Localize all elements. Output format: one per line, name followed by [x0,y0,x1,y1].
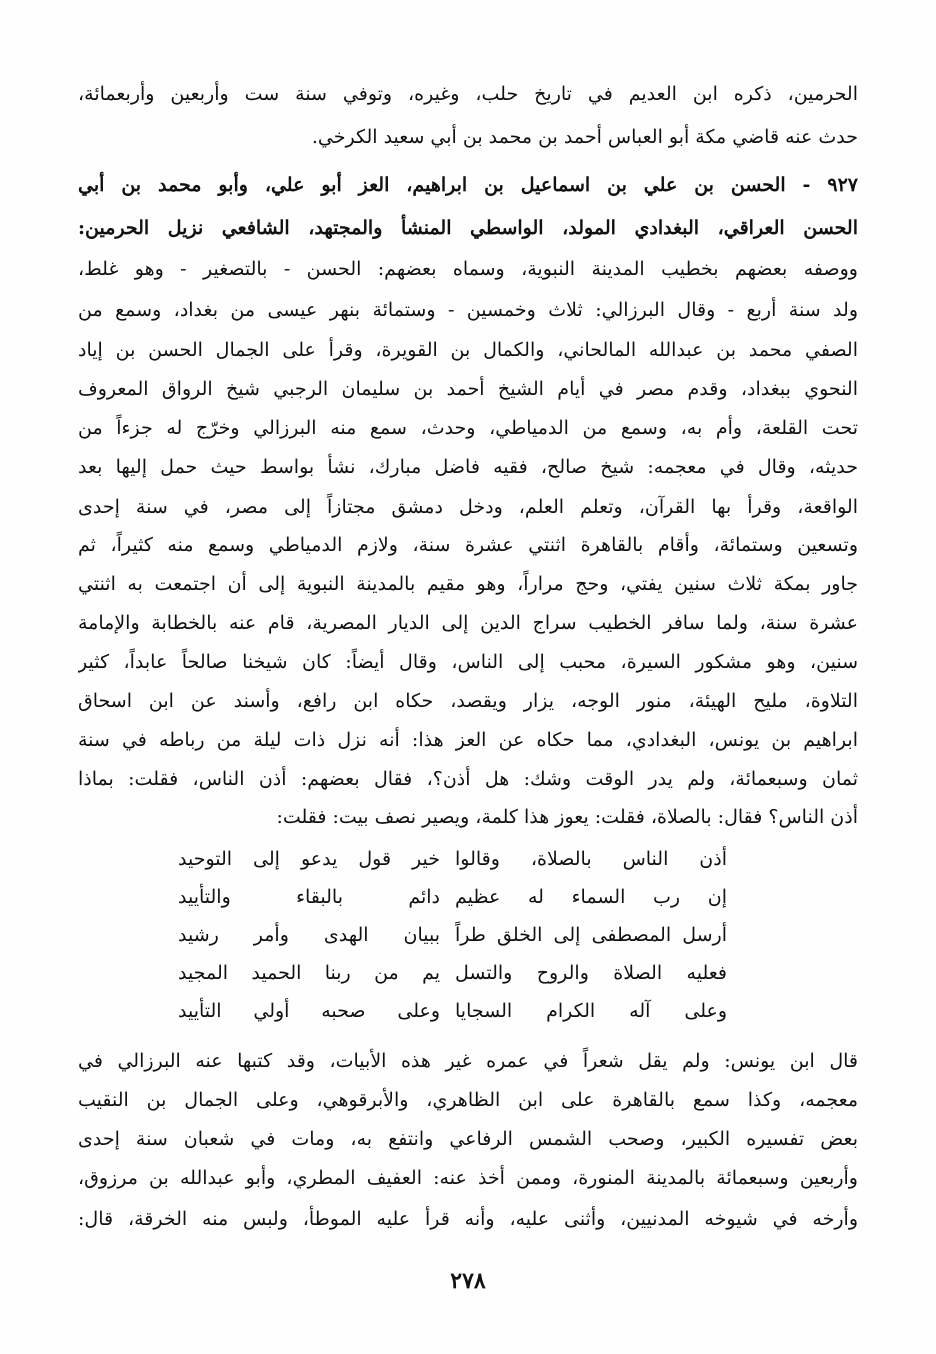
text-line: عشرة سنة، ولما سافر الخطيب سراج الدين إلى الديار المصرية، قام عنه بالخطابة والإمامة [78,612,858,634]
text-line: ووصفه بعضهم بخطيب المدينة النبوية، وسماه بعضهم: الحسن - بالتصغير - وهو غلط، [78,258,858,280]
verse-second-hemistich: دائم بالبقاء والتأييد [178,886,440,908]
entry-heading-line: ٩٢٧ - الحسن بن علي بن اسماعيل بن ابراهيم، العز أبو علي، وأبو محمد بن أبي [78,174,858,196]
text-line: الحرمين، ذكره ابن العديم في تاريخ حلب، وغيره، وتوفي سنة ست وأربعين وأربعمائة، [78,83,858,105]
verse-second-hemistich: وعلى صحبه أولي التأييد [178,1000,440,1022]
text-line: ولد سنة أربع - وقال البرزالي: ثلاث وخمسين - وستمائة بنهر عيسى من بغداد، وسمع من [78,299,858,321]
text-line: وأربعين وسبعمائة بالمدينة المنورة، وممن أخذ عنه: العفيف المطري، وأبو عبدالله بن مرزوق، [78,1167,858,1189]
text-line: حدث عنه قاضي مكة أبو العباس أحمد بن محمد بن أبي سعيد الكرخي. [311,126,858,148]
entry-heading-line: الحسن العراقي، البغدادي المولد، الواسطي المنشأ والمجتهد، الشافعي نزيل الحرمين: [78,217,858,239]
text-line: الصفي محمد بن عبدالله المالحاني، والكمال بن القويرة، وقرأ على الجمال الحسن بن إياد [78,339,858,361]
verse-second-hemistich: خير قول يدعو إلى التوحيد [178,848,440,870]
verse-first-hemistich: وعلى آله الكرام السجايا [455,1000,727,1022]
verse-first-hemistich: أرسل المصطفى إلى الخلق طراً [455,924,727,946]
page-number: ٢٧٨ [450,1268,486,1294]
text-line: سنين، وهو مشكور السيرة، محبب إلى الناس، وقال أيضاً: كان شيخنا صالحاً عابداً، كثير [78,651,858,673]
text-line: الواقعة، وقرأ بها القرآن، وتعلم العلم، ودخل دمشق مجتازاً إلى مصر، في سنة إحدى [78,496,858,518]
text-line: أذن الناس؟ فقال: بالصلاة، فقلت: يعوز هذا كلمة، ويصير نصف بيت: فقلت: [276,806,858,828]
text-line: ابراهيم بن يونس، البغدادي، مما حكاه عن العز هذا: أنه نزل ذات ليلة من رباطه في سنة [78,729,858,751]
text-line: حديثه، وقال في معجمه: شيخ صالح، فقيه فاضل مبارك، نشأ بواسط حيث حمل إليها بعد [78,456,858,478]
text-line: النحوي ببغداد، وقدم مصر في أيام الشيخ أحمد بن سليمان الرجبي شيخ الرواق المعروف [78,378,858,400]
text-line: وأرخه في شيوخه المدنيين، وأثنى عليه، وأنه قرأ عليه الموطأ، ولبس منه الخرقة، قال: [78,1208,858,1230]
text-line: جاور بمكة ثلاث سنين يفتي، وحج مراراً، وهو مقيم بالمدينة النبوية إلى أن اجتمعت به اثنتي [78,573,858,595]
verse-second-hemistich: ببيان الهدى وأمر رشيد [178,924,440,946]
verse-first-hemistich: أذن الناس بالصلاة، وقالوا [455,848,727,870]
text-line: قال ابن يونس: ولم يقل شعراً في عمره غير هذه الأبيات، وقد كتبها عنه البرزالي في [78,1050,858,1072]
verse-first-hemistich: فعليه الصلاة والروح والتسل [455,962,727,984]
verse-first-hemistich: إن رب السماء له عظيم [455,886,727,908]
text-line: معجمه، وكذا سمع بالقاهرة على ابن الظاهري، والأبرقوهي، وعلى الجمال بن النقيب [78,1089,858,1111]
text-line: التلاوة، مليح الهيئة، منور الوجه، يزار ويقصد، حكاه ابن رافع، وأسند عن ابن اسحاق [78,690,858,712]
verse-second-hemistich: يم من ربنا الحميد المجيد [178,962,440,984]
text-line: ثمان وسبعمائة، ولم يدر الوقت وشك: هل أذن؟، فقال بعضهم: أذن الناس، فقلت: بماذا [78,768,858,790]
text-line: تحت القلعة، وأم به، وسمع من الدمياطي، وحدث، سمع منه البرزالي وخرّج له جزءاً من [78,417,858,439]
text-line: بعض تفسيره الكبير، وصحب الشمس الرفاعي وانتفع به، ومات في شعبان سنة إحدى [78,1128,858,1150]
text-line: وتسعين وستمائة، وأقام بالقاهرة اثنتي عشرة سنة، ولازم الدمياطي وسمع منه كثيراً، ثم [78,534,858,556]
